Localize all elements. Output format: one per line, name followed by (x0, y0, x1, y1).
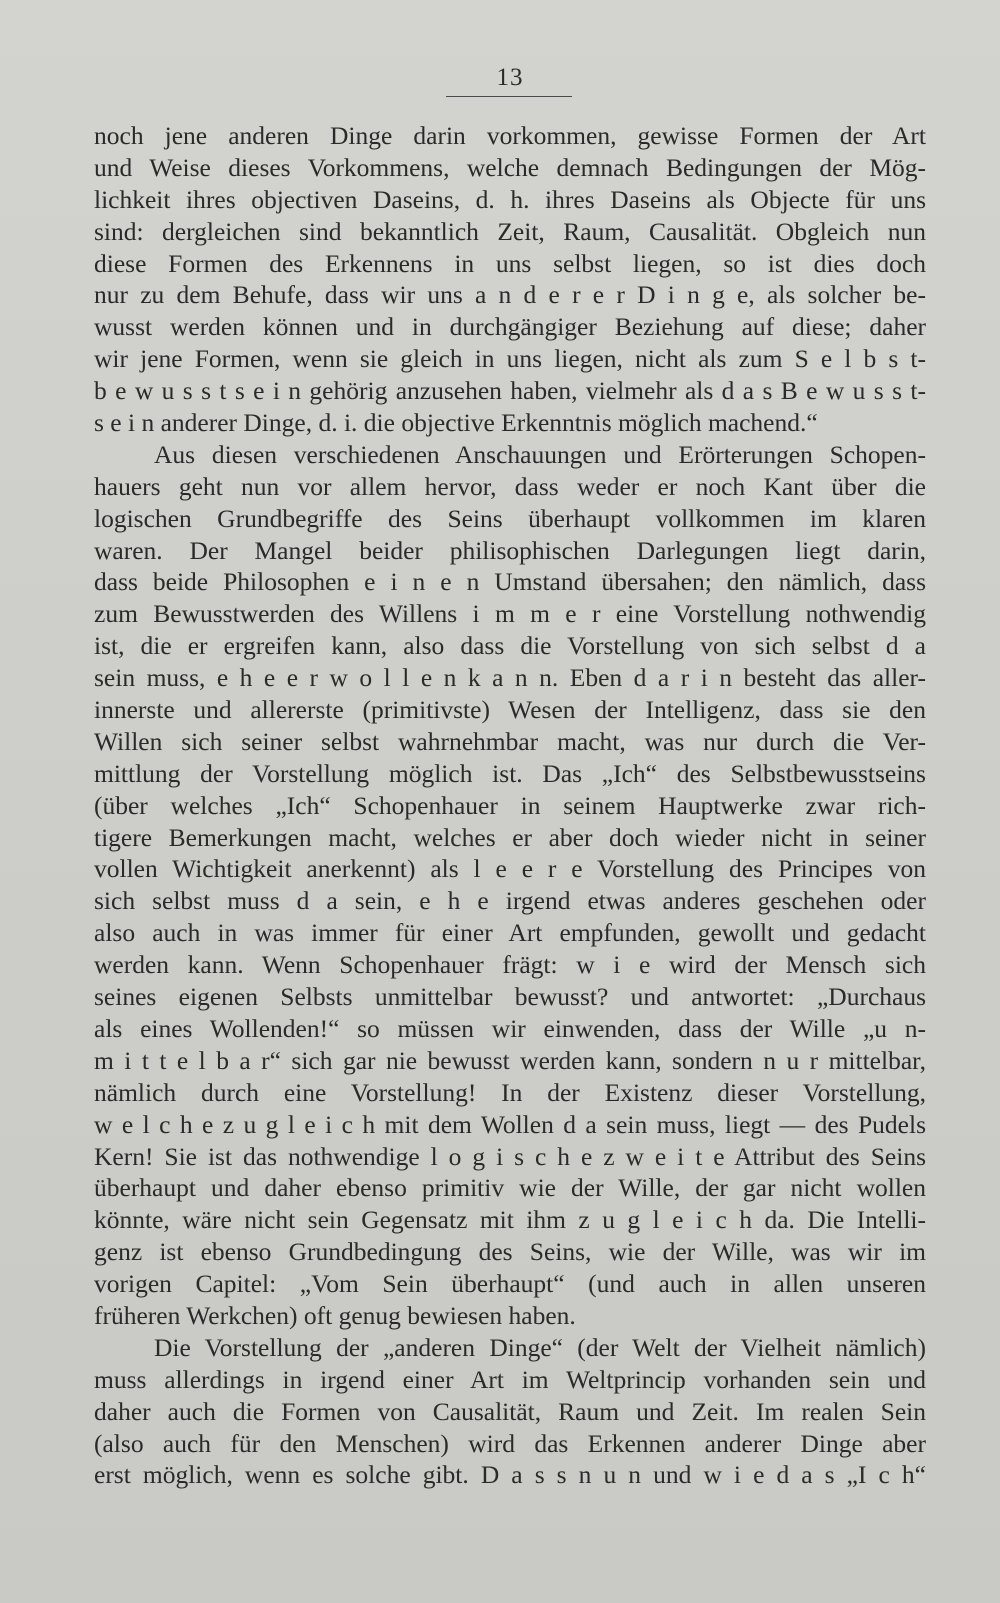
text-line: tigere Bemerkungen macht, welches er aber doch wieder nicht in seiner (94, 822, 926, 852)
text-line: (also auch für den Menschen) wird das Erkennen anderer Dinge aber (94, 1428, 926, 1458)
text-line: wusst werden können und in durchgängiger Beziehung auf diese; daher (94, 312, 926, 342)
text-line: w e l c h e z u g l e i c h mit dem Wollen d a sein muss, liegt — des Pudels (94, 1109, 926, 1139)
text-line: früheren Werkchen) oft genug bewiesen haben. (94, 1300, 576, 1330)
text-line: sein muss, e h e e r w o l l e n k a n n. Eben d a r i n besteht das aller- (94, 663, 926, 693)
text-line: könnte, wäre nicht sein Gegensatz mit ihm z u g l e i c h da. Die Intelli- (94, 1205, 926, 1235)
text-line: Aus diesen verschiedenen Anschauungen und Erörterungen Schopen- (154, 439, 926, 469)
text-line: nämlich durch eine Vorstellung! In der Existenz dieser Vorstellung, (94, 1077, 926, 1107)
text-line: Kern! Sie ist das nothwendige l o g i s c h e z w e i t e Attribut des Seins (94, 1141, 926, 1171)
text-line: und Weise dieses Vorkommens, welche demnach Bedingungen der Mög- (94, 152, 926, 182)
header-rule (446, 96, 572, 97)
text-line: s e i n anderer Dinge, d. i. die objective Erkenntnis möglich machend.“ (94, 408, 818, 438)
text-line: genz ist ebenso Grundbedingung des Seins, wie der Wille, was wir im (94, 1237, 926, 1267)
text-line: wir jene Formen, wenn sie gleich in uns liegen, nicht als zum S e l b s t- (94, 344, 926, 374)
body-text (94, 120, 926, 1491)
text-line: erst möglich, wenn es solche gibt. D a s s n u n und w i e d a s „I c h“ (94, 1460, 926, 1490)
text-line: überhaupt und daher ebenso primitiv wie der Wille, der gar nicht wollen (94, 1173, 926, 1203)
text-line: werden kann. Wenn Schopenhauer frägt: w i e wird der Mensch sich (94, 950, 926, 980)
text-line: muss allerdings in irgend einer Art im Weltprincip vorhanden sein und (94, 1364, 926, 1394)
page-number: 13 (496, 64, 524, 91)
text-line: ist, die er ergreifen kann, also dass die Vorstellung von sich selbst d a (94, 631, 926, 661)
text-line: mittlung der Vorstellung möglich ist. Das „Ich“ des Selbstbewusstseins (94, 758, 926, 788)
text-line: vollen Wichtigkeit anerkennt) als l e e r e Vorstellung des Principes von (94, 854, 926, 884)
text-line: innerste und allererste (primitivste) Wesen der Intelligenz, dass sie den (94, 695, 926, 725)
text-line: sind: dergleichen sind bekanntlich Zeit, Raum, Causalität. Obgleich nun (94, 216, 926, 246)
text-line: sich selbst muss d a sein, e h e irgend etwas anderes geschehen oder (94, 886, 926, 916)
text-line: Die Vorstellung der „anderen Dinge“ (der Welt der Vielheit nämlich) (154, 1332, 926, 1362)
text-line: seines eigenen Selbsts unmittelbar bewusst? und antwortet: „Durchaus (94, 982, 926, 1012)
text-line: lichkeit ihres objectiven Daseins, d. h. ihres Daseins als Objecte für uns (94, 184, 926, 214)
text-line: diese Formen des Erkennens in uns selbst liegen, so ist dies doch (94, 248, 926, 278)
text-line: vorigen Capitel: „Vom Sein überhaupt“ (und auch in allen unseren (94, 1269, 926, 1299)
text-line: logischen Grundbegriffe des Seins überhaupt vollkommen im klaren (94, 503, 926, 533)
text-line: Willen sich seiner selbst wahrnehmbar macht, was nur durch die Ver- (94, 726, 926, 756)
text-line: zum Bewusstwerden des Willens i m m e r eine Vorstellung nothwendig (94, 599, 926, 629)
text-line: als eines Wollenden!“ so müssen wir einwenden, dass der Wille „u n- (94, 1013, 926, 1043)
text-line: b e w u s s t s e i n gehörig anzusehen haben, vielmehr als d a s B e w u s s t- (94, 376, 926, 406)
text-line: also auch in was immer für einer Art empfunden, gewollt und gedacht (94, 918, 926, 948)
text-line: hauers geht nun vor allem hervor, dass weder er noch Kant über die (94, 471, 926, 501)
text-line: m i t t e l b a r“ sich gar nie bewusst werden kann, sondern n u r mittelbar, (94, 1045, 926, 1075)
text-line: daher auch die Formen von Causalität, Raum und Zeit. Im realen Sein (94, 1396, 926, 1426)
text-line: waren. Der Mangel beider philisophischen Darlegungen liegt darin, (94, 535, 926, 565)
text-line: noch jene anderen Dinge darin vorkommen, gewisse Formen der Art (94, 121, 926, 150)
text-line: nur zu dem Behufe, dass wir uns a n d e r e r D i n g e, als solcher be- (94, 280, 926, 310)
text-line: dass beide Philosophen e i n e n Umstand übersahen; den nämlich, dass (94, 567, 926, 597)
text-line: (über welches „Ich“ Schopenhauer in seinem Hauptwerke zwar rich- (94, 790, 926, 820)
